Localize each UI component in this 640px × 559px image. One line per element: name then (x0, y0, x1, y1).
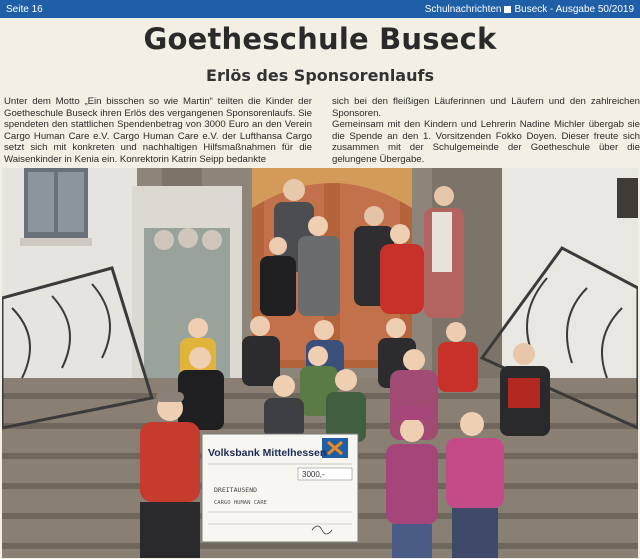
group-photo-illustration (2, 168, 638, 558)
article-paragraph: Unter dem Motto „Ein bisschen so wie Martin“ teilten die Kinder der Goetheschule Buseck ihren Erlös des vergangenen Sponsorenlaufs. Sie spendeten den stattlichen Spendenbetrag von 3000 Euro an den Verein Cargo Human Care e.V. Cargo Human Care e.V. der Lufthansa Cargo setzt sich mit konkreten und nachhaltigen Hilfsmaßnahmen für die Waisenkinder in Kenia ein. Konrektorin Katrin Seipp bedankte (4, 96, 312, 165)
cheque-payee: CARGO HUMAN CARE (214, 500, 267, 506)
square-bullet-icon (504, 6, 511, 13)
cheque-bank-name: Volksbank Mittelhessen (208, 447, 327, 459)
page-number: Seite 16 (6, 3, 43, 15)
article-subheadline: Erlös des Sponsorenlaufs (206, 66, 434, 85)
cheque-amount: 3000,- (302, 470, 325, 479)
article-paragraph: Gemeinsam mit den Kindern und Lehrerin Nadine Michler übergab sie die Spende an den 1. Vorsitzenden Fokko Doyen. Dieser freute sich zusammen mit der Schulgemeinde der Goetheschule über die gelungene Übergabe. (332, 119, 640, 165)
issue-info (425, 4, 634, 15)
article-column-right (332, 96, 640, 166)
section-name: Schulnachrichten (424, 3, 502, 15)
article-paragraph: sich bei den fleißigen Läuferinnen und Läufern und den zahlreichen Sponsoren. (332, 96, 640, 119)
issue-label: Buseck - Ausgabe 50/2019 (514, 3, 634, 15)
article-headline: Goetheschule Buseck (143, 22, 497, 56)
page-header-bar (0, 0, 640, 18)
article-column-left (4, 96, 312, 166)
donation-cheque (202, 434, 358, 542)
article-photo (2, 168, 638, 558)
cheque-amount-words: DREITAUSEND (214, 486, 258, 494)
